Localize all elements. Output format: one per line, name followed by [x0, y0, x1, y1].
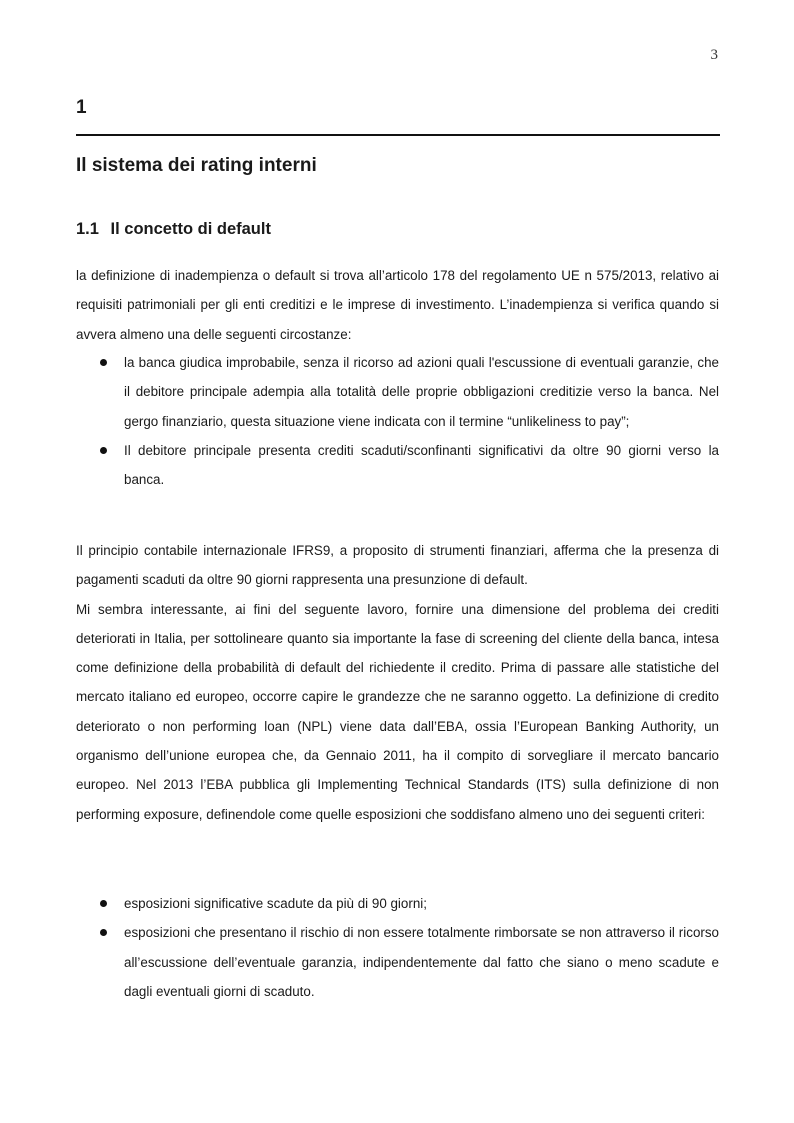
section-number: 1.1	[76, 220, 99, 238]
list-item-text: Il debitore principale presenta crediti scaduti/sconfinanti significativi da oltre 90 giorni verso la banca.	[124, 442, 719, 488]
list-item	[76, 436, 719, 495]
section-title: Il concetto di default	[110, 220, 271, 238]
default-conditions-list	[76, 348, 719, 494]
bullet-icon	[100, 447, 107, 454]
bullet-icon	[100, 900, 107, 907]
list-item-text: esposizioni che presentano il rischio di non essere totalmente rimborsate se non attraverso il ricorso all’escussione dell’eventuale garanzia, indipendentemente dal fatto che siano o meno scadute e dagli eventuali giorni di scaduto.	[124, 925, 719, 999]
list-item	[76, 918, 719, 1006]
paragraph-text: la definizione di inadempienza o default si trova all’articolo 178 del regolamento UE n 575/2013, relativo ai requisiti patrimoniali per gli enti creditizi e le imprese di investimento. L’inadempienza si verifica quando si avvera almeno una delle seguenti circostanze:	[76, 268, 719, 342]
list-item-text: la banca giudica improbabile, senza il ricorso ad azioni quali l'escussione di eventuali garanzie, che il debitore principale adempia alla totalità delle proprie obbligazioni creditizie verso la banca. Nel gergo finanziario, questa situazione viene indicata con il termine “unlikeliness to pay”;	[124, 355, 719, 429]
bullet-icon	[100, 929, 107, 936]
npe-criteria-list	[76, 889, 719, 1006]
list-item-text: esposizioni significative scadute da più di 90 giorni;	[124, 896, 427, 911]
paragraph-text: Mi sembra interessante, ai fini del seguente lavoro, fornire una dimensione del problema dei crediti deteriorati in Italia, per sottolineare quanto sia importante la fase di screening del cliente della banca, intesa come definizione della probabilità di default del richiedente il credito. Prima di passare alle statistiche del mercato italiano ed europeo, occorre capire le grandezze che ne saranno oggetto. La definizione di credito deteriorato o non performing loan (NPL) viene data dall’EBA, ossia l’European Banking Authority, un organismo dell’unione europea che, da Gennaio 2011, ha il compito di sorvegliare il mercato bancario europeo. Nel 2013 l’EBA pubblica gli Implementing Technical Standards (ITS) sulla definizione di non performing exposure, definendole come quelle esposizioni che soddisfano almeno uno dei seguenti criteri:	[76, 601, 719, 822]
list-item	[76, 889, 719, 918]
page-number: 3	[710, 47, 718, 63]
chapter-number: 1	[76, 97, 87, 118]
chapter-title: Il sistema dei rating interni	[76, 155, 317, 176]
body-paragraphs	[76, 536, 719, 829]
paragraph-text: Il principio contabile internazionale IFRS9, a proposito di strumenti finanziari, afferma che la presenza di pagamenti scaduti da oltre 90 giorni rappresenta una presunzione di default.	[76, 543, 719, 588]
section-heading	[76, 220, 271, 239]
list-item	[76, 348, 719, 436]
bullet-icon	[100, 359, 107, 366]
intro-paragraph	[76, 261, 719, 349]
chapter-rule	[76, 134, 720, 136]
